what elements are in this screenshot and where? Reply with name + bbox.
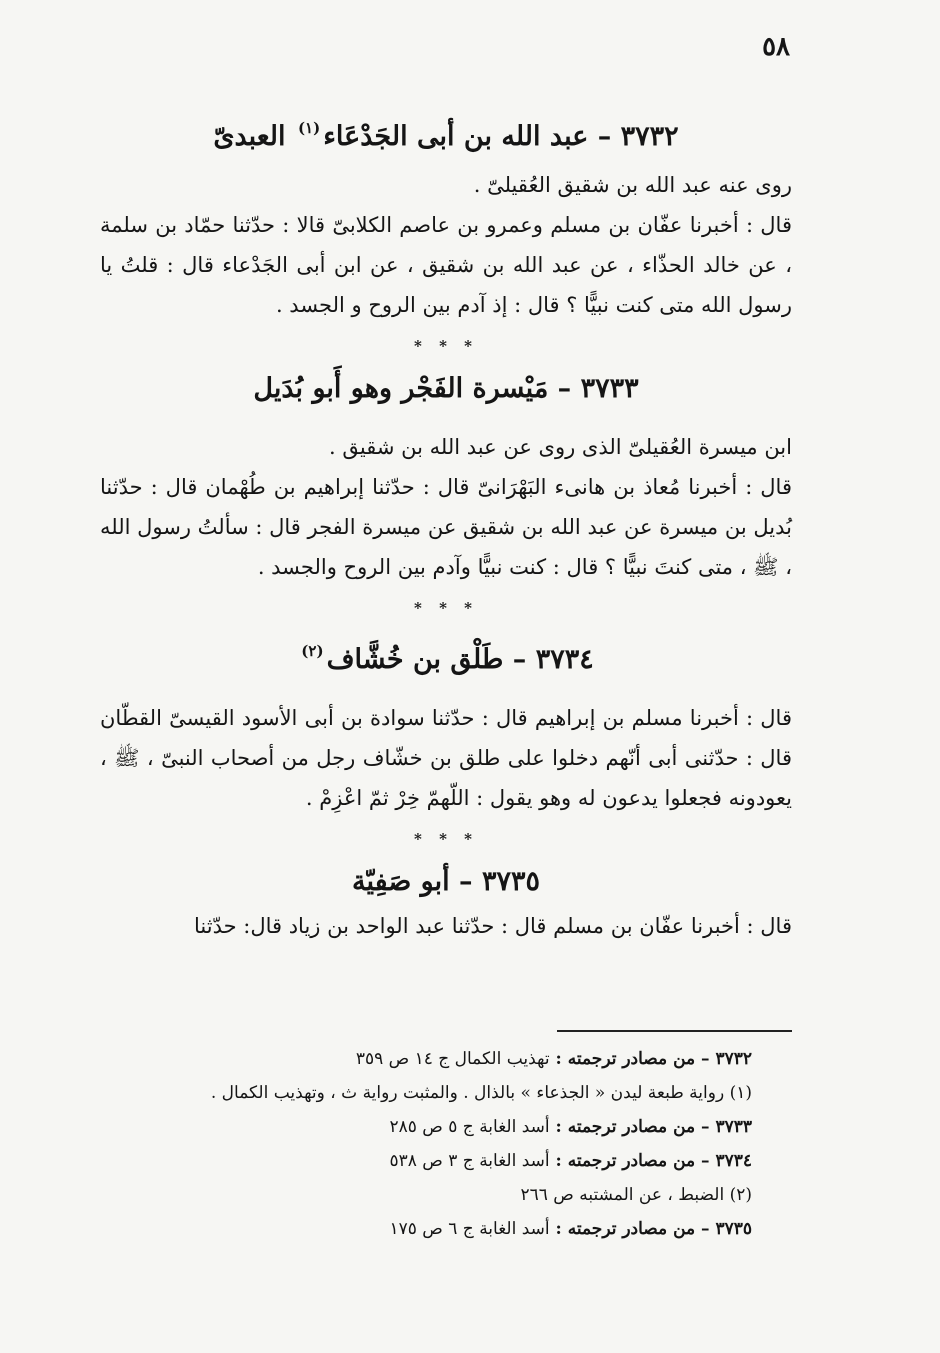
entry-heading <box>100 108 792 157</box>
footnote-label: ٣٧٣٢ – من مصادر ترجمته : <box>549 1049 752 1069</box>
section-separator: * * * <box>414 830 478 848</box>
footnote-text: أسد الغابة ج ٣ ص ٥٣٨ <box>389 1151 550 1171</box>
footnote-line <box>100 1178 752 1212</box>
footnote-text: (٢) الضبط ، عن المشتبه ص ٢٦٦ <box>520 1185 752 1205</box>
footnote-label: ٣٧٣٥ – من مصادر ترجمته : <box>549 1219 752 1239</box>
footnote-label: ٣٧٣٤ – من مصادر ترجمته : <box>549 1151 752 1171</box>
footnote-text: أسد الغابة ج ٦ ص ١٧٥ <box>389 1219 550 1239</box>
entry-paragraph: قال : أخبرنا مُعاذ بن هانىء البَهْرَانىّ قال : حدّثنا إبراهيم بن طُهْمان قال : حدّثنا بُديل بن ميسرة عن عبد الله بن شقيق عن ميسرة الفجر قال : سألتُ رسول الله ، ﷺ ، متى كنتَ نبيًّا ؟ قال : كنت نبيًّا وآدم بين الروح والجسد . <box>100 475 792 579</box>
entry-3733 <box>100 369 792 587</box>
entry-paragraph: قال : أخبرنا عفّان بن مسلم وعمرو بن عاصم الكلابىّ قالا : حدّثنا حمّاد بن سلمة ، عن خالد الحذّاء ، عن عبد الله بن شقيق ، عن ابن أبى الجَدْعاء قال : قلتُ يا رسول الله متى كنت نبيًّا ؟ قال : إذ آدم بين الروح و الجسد . <box>100 213 792 317</box>
entry-name: أبو صَفِيّة <box>352 866 450 897</box>
entry-name: طَلْق بن خُشَّاف <box>326 644 504 675</box>
entry-name: مَيْسرة الفَجْر وهو أَبو بُدَيل <box>253 373 549 404</box>
entry-name: عبد الله بن أبى الجَدْعَاء <box>323 121 589 152</box>
entry-paragraph: قال : أخبرنا عفّان بن مسلم قال : حدّثنا عبد الواحد بن زياد قال: حدّثنا <box>193 914 792 938</box>
section-separator: * * * <box>414 599 478 617</box>
footnote-line <box>100 1076 752 1110</box>
entry-dash: – <box>449 866 482 897</box>
entry-3734 <box>100 631 792 818</box>
entry-paragraph: ابن ميسرة العُقيلىّ الذى روى عن عبد الله بن شقيق . <box>329 435 792 459</box>
footnote-text: تهذيب الكمال ج ١٤ ص ٣٥٩ <box>355 1049 550 1069</box>
entry-number: ٣٧٣٤ <box>535 644 594 675</box>
footnote-line <box>100 1212 752 1246</box>
page-number: ٥٨ <box>762 32 790 62</box>
footnote-text: (١) رواية طبعة ليدن « الجذعاء » بالذال . والمثبت رواية ث ، وتهذيب الكمال . <box>210 1083 752 1103</box>
footnote-text: أسد الغابة ج ٥ ص ٢٨٥ <box>389 1117 550 1137</box>
entry-number: ٣٧٣٢ <box>620 121 679 152</box>
footnote-line <box>100 1144 752 1178</box>
footnotes <box>100 1042 752 1246</box>
entry-3732 <box>100 108 792 325</box>
entry-dash: – <box>588 121 621 152</box>
footnote-label: ٣٧٣٣ – من مصادر ترجمته : <box>549 1117 752 1137</box>
entry-heading <box>100 862 792 902</box>
entry-heading <box>100 369 792 409</box>
entry-paragraph: روى عنه عبد الله بن شقيق العُقيلىّ . <box>473 173 792 197</box>
entry-paragraph: قال : أخبرنا مسلم بن إبراهيم قال : حدّثنا سوادة بن أبى الأسود القيسىّ القطّان قال : حدّثنى أبى أنّهم دخلوا على طلق بن خشّاف رجل من أصحاب النبىّ ، ﷺ ، يعودونه فجعلوا يدعون له وهو يقول : اللّهمّ خِرْ ثمّ اعْزِمْ . <box>100 706 792 810</box>
section-separator: * * * <box>414 337 478 355</box>
footnote-marker: (١) <box>297 119 321 137</box>
entry-number: ٣٧٣٣ <box>580 373 639 404</box>
entry-heading <box>100 631 792 680</box>
entry-dash: – <box>503 644 536 675</box>
entry-3735 <box>100 862 792 946</box>
footnote-line <box>100 1042 752 1076</box>
footnote-divider <box>557 1030 792 1032</box>
entry-dash: – <box>548 373 581 404</box>
page-body <box>100 108 792 946</box>
entry-number: ٣٧٣٥ <box>481 866 540 897</box>
entry-name-suffix: العبدىّ <box>213 121 295 152</box>
footnote-line <box>100 1110 752 1144</box>
footnote-marker: (٢) <box>301 642 324 660</box>
